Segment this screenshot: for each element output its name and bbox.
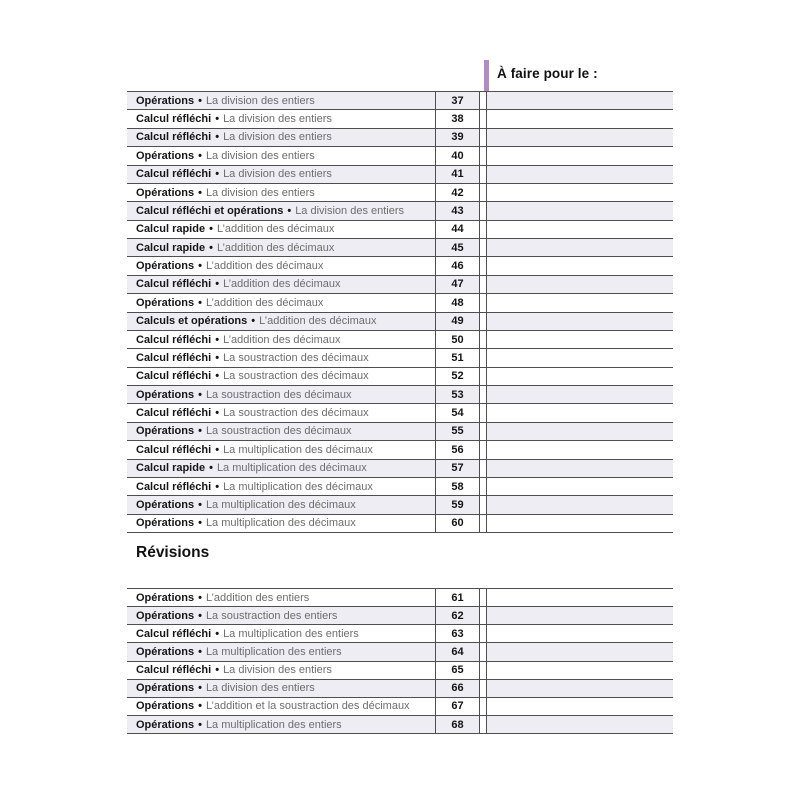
row-title-cell bbox=[127, 478, 435, 495]
row-category-label: Opérations bbox=[136, 609, 195, 622]
table-row bbox=[127, 348, 673, 366]
table-row bbox=[127, 514, 673, 532]
table-row bbox=[127, 422, 673, 440]
row-category-label: Calcul rapide bbox=[136, 241, 206, 254]
page-number: 55 bbox=[435, 423, 480, 440]
bullet-separator: • bbox=[198, 94, 202, 107]
table-row bbox=[127, 146, 673, 164]
table-row bbox=[127, 91, 673, 109]
row-title-cell bbox=[127, 349, 435, 366]
date-fill-in-cell bbox=[486, 368, 673, 385]
row-category-label: Calcul réfléchi bbox=[136, 278, 212, 291]
table-row bbox=[127, 642, 673, 660]
table-row bbox=[127, 109, 673, 127]
row-category-label: Calcul réfléchi bbox=[136, 168, 212, 181]
accent-bar bbox=[484, 60, 489, 91]
row-topic-label: La multiplication des décimaux bbox=[216, 462, 367, 475]
row-category-label: Opérations bbox=[136, 425, 195, 438]
date-fill-in-cell bbox=[486, 643, 673, 660]
revisions-heading: Révisions bbox=[136, 544, 210, 561]
table-row bbox=[127, 312, 673, 330]
row-title-cell bbox=[127, 294, 435, 311]
row-topic-label: La division des entiers bbox=[205, 94, 315, 107]
bullet-separator: • bbox=[215, 407, 220, 420]
bullet-separator: • bbox=[198, 186, 202, 199]
bullet-separator: • bbox=[198, 388, 202, 401]
table-row bbox=[127, 606, 673, 624]
row-topic-label: La division des entiers bbox=[223, 664, 332, 677]
row-topic-label: La multiplication des décimaux bbox=[223, 443, 373, 456]
table-row bbox=[127, 440, 673, 458]
row-topic-label: La division des entiers bbox=[223, 168, 332, 181]
date-fill-in-cell bbox=[486, 166, 673, 183]
row-category-label: Calcul réfléchi bbox=[136, 443, 212, 456]
row-title-cell bbox=[127, 368, 435, 385]
bullet-separator: • bbox=[209, 462, 213, 475]
page-number: 65 bbox=[435, 662, 480, 679]
row-title-cell bbox=[127, 166, 435, 183]
row-title-cell bbox=[127, 239, 435, 256]
row-title-cell bbox=[127, 92, 435, 109]
page-number: 53 bbox=[435, 386, 480, 403]
bullet-separator: • bbox=[198, 609, 202, 622]
page-number: 56 bbox=[435, 441, 480, 458]
row-category-label: Opérations bbox=[136, 718, 195, 731]
table-row bbox=[127, 588, 673, 606]
row-title-cell bbox=[127, 460, 435, 477]
row-category-label: Calcul réfléchi bbox=[136, 113, 212, 126]
row-topic-label: La multiplication des décimaux bbox=[223, 480, 373, 493]
row-category-label: Calcul réfléchi bbox=[136, 480, 212, 493]
date-fill-in-cell bbox=[486, 239, 673, 256]
row-topic-label: La multiplication des décimaux bbox=[205, 498, 356, 511]
date-fill-in-cell bbox=[486, 110, 673, 127]
row-category-label: Opérations bbox=[136, 94, 195, 107]
bullet-separator: • bbox=[198, 149, 202, 162]
bullet-separator: • bbox=[198, 591, 202, 604]
row-topic-label: La soustraction des décimaux bbox=[205, 388, 352, 401]
bullet-separator: • bbox=[209, 241, 213, 254]
row-category-label: Opérations bbox=[136, 186, 195, 199]
page-number: 51 bbox=[435, 349, 480, 366]
page-number: 37 bbox=[435, 92, 480, 109]
date-fill-in-cell bbox=[486, 441, 673, 458]
bullet-separator: • bbox=[287, 204, 292, 217]
page-number: 54 bbox=[435, 404, 480, 421]
table-row bbox=[127, 256, 673, 274]
row-topic-label: La soustraction des décimaux bbox=[223, 351, 369, 364]
bullet-separator: • bbox=[209, 223, 213, 236]
row-category-label: Opérations bbox=[136, 149, 195, 162]
page-number: 41 bbox=[435, 166, 480, 183]
page-number: 63 bbox=[435, 625, 480, 642]
row-topic-label: La soustraction des entiers bbox=[205, 609, 338, 622]
row-topic-label: La division des entiers bbox=[223, 131, 332, 144]
row-topic-label: L’addition et la soustraction des décimaux bbox=[205, 700, 410, 713]
date-fill-in-cell bbox=[486, 625, 673, 642]
row-topic-label: La multiplication des décimaux bbox=[205, 517, 356, 530]
date-fill-in-cell bbox=[486, 313, 673, 330]
row-title-cell bbox=[127, 221, 435, 238]
page-number: 42 bbox=[435, 184, 480, 201]
row-title-cell bbox=[127, 607, 435, 624]
bullet-separator: • bbox=[215, 333, 220, 346]
row-topic-label: La soustraction des décimaux bbox=[223, 407, 369, 420]
page-number: 44 bbox=[435, 221, 480, 238]
date-fill-in-cell bbox=[486, 147, 673, 164]
contents-table-revisions bbox=[127, 588, 673, 734]
table-row bbox=[127, 624, 673, 642]
row-category-label: Opérations bbox=[136, 645, 195, 658]
page-number: 47 bbox=[435, 276, 480, 293]
row-title-cell bbox=[127, 423, 435, 440]
table-row bbox=[127, 330, 673, 348]
row-category-label: Opérations bbox=[136, 388, 195, 401]
row-category-label: Calcul réfléchi bbox=[136, 370, 212, 383]
bullet-separator: • bbox=[251, 315, 256, 328]
contents-table-main bbox=[127, 91, 673, 533]
row-title-cell bbox=[127, 110, 435, 127]
row-topic-label: L’addition des décimaux bbox=[205, 260, 324, 273]
date-fill-in-cell bbox=[486, 349, 673, 366]
row-title-cell bbox=[127, 441, 435, 458]
row-topic-label: La division des entiers bbox=[205, 186, 315, 199]
page-number: 68 bbox=[435, 716, 480, 733]
row-title-cell bbox=[127, 313, 435, 330]
row-topic-label: L’addition des décimaux bbox=[223, 333, 341, 346]
row-category-label: Opérations bbox=[136, 296, 195, 309]
page-number: 64 bbox=[435, 643, 480, 660]
page-number: 66 bbox=[435, 680, 480, 697]
row-topic-label: L’addition des décimaux bbox=[216, 241, 335, 254]
table-row bbox=[127, 679, 673, 697]
row-category-label: Calcul réfléchi bbox=[136, 664, 212, 677]
page-number: 40 bbox=[435, 147, 480, 164]
row-category-label: Calcul réfléchi et opérations bbox=[136, 204, 284, 217]
date-fill-in-cell bbox=[486, 496, 673, 513]
date-fill-in-cell bbox=[486, 515, 673, 532]
row-category-label: Opérations bbox=[136, 700, 195, 713]
date-fill-in-cell bbox=[486, 662, 673, 679]
date-fill-in-cell bbox=[486, 423, 673, 440]
date-fill-in-cell bbox=[486, 478, 673, 495]
bullet-separator: • bbox=[215, 113, 220, 126]
row-title-cell bbox=[127, 129, 435, 146]
bullet-separator: • bbox=[198, 260, 202, 273]
bullet-separator: • bbox=[215, 370, 220, 383]
row-topic-label: L’addition des décimaux bbox=[205, 296, 324, 309]
table-row bbox=[127, 403, 673, 421]
row-category-label: Opérations bbox=[136, 517, 195, 530]
todo-column-header: À faire pour le : bbox=[497, 66, 598, 81]
date-fill-in-cell bbox=[486, 716, 673, 733]
page-number: 46 bbox=[435, 257, 480, 274]
table-row bbox=[127, 385, 673, 403]
bullet-separator: • bbox=[215, 278, 220, 291]
table-row bbox=[127, 697, 673, 715]
date-fill-in-cell bbox=[486, 589, 673, 606]
row-title-cell bbox=[127, 643, 435, 660]
date-fill-in-cell bbox=[486, 680, 673, 697]
table-row bbox=[127, 238, 673, 256]
page-number: 60 bbox=[435, 515, 480, 532]
row-title-cell bbox=[127, 257, 435, 274]
row-topic-label: L’addition des entiers bbox=[205, 591, 310, 604]
row-title-cell bbox=[127, 589, 435, 606]
bullet-separator: • bbox=[215, 351, 220, 364]
table-row bbox=[127, 367, 673, 385]
bullet-separator: • bbox=[198, 700, 202, 713]
date-fill-in-cell bbox=[486, 129, 673, 146]
date-fill-in-cell bbox=[486, 404, 673, 421]
page-number: 52 bbox=[435, 368, 480, 385]
date-fill-in-cell bbox=[486, 386, 673, 403]
row-topic-label: La multiplication des entiers bbox=[205, 645, 342, 658]
date-fill-in-cell bbox=[486, 607, 673, 624]
date-fill-in-cell bbox=[486, 294, 673, 311]
row-title-cell bbox=[127, 716, 435, 733]
page-number: 39 bbox=[435, 129, 480, 146]
bullet-separator: • bbox=[198, 296, 202, 309]
row-category-label: Opérations bbox=[136, 682, 195, 695]
table-row bbox=[127, 165, 673, 183]
row-topic-label: La multiplication des entiers bbox=[223, 627, 359, 640]
date-fill-in-cell bbox=[486, 184, 673, 201]
date-fill-in-cell bbox=[486, 257, 673, 274]
row-title-cell bbox=[127, 276, 435, 293]
row-topic-label: L’addition des décimaux bbox=[216, 223, 335, 236]
row-category-label: Calcul rapide bbox=[136, 223, 206, 236]
page-number: 43 bbox=[435, 202, 480, 219]
row-title-cell bbox=[127, 331, 435, 348]
table-row bbox=[127, 459, 673, 477]
bullet-separator: • bbox=[198, 645, 202, 658]
bullet-separator: • bbox=[215, 443, 220, 456]
row-topic-label: La soustraction des décimaux bbox=[223, 370, 369, 383]
row-title-cell bbox=[127, 404, 435, 421]
page-number: 59 bbox=[435, 496, 480, 513]
row-topic-label: L’addition des décimaux bbox=[223, 278, 341, 291]
bullet-separator: • bbox=[215, 131, 220, 144]
row-category-label: Calcul réfléchi bbox=[136, 407, 212, 420]
date-fill-in-cell bbox=[486, 460, 673, 477]
table-row bbox=[127, 715, 673, 733]
page-number: 45 bbox=[435, 239, 480, 256]
date-fill-in-cell bbox=[486, 202, 673, 219]
row-title-cell bbox=[127, 698, 435, 715]
date-fill-in-cell bbox=[486, 92, 673, 109]
row-topic-label: La division des entiers bbox=[295, 204, 405, 217]
table-row bbox=[127, 128, 673, 146]
row-topic-label: La division des entiers bbox=[223, 113, 332, 126]
row-category-label: Calcul rapide bbox=[136, 462, 206, 475]
page-number: 62 bbox=[435, 607, 480, 624]
row-category-label: Calcul réfléchi bbox=[136, 333, 212, 346]
row-category-label: Calcul réfléchi bbox=[136, 351, 212, 364]
bullet-separator: • bbox=[215, 480, 220, 493]
page-number: 48 bbox=[435, 294, 480, 311]
row-title-cell bbox=[127, 184, 435, 201]
table-row bbox=[127, 661, 673, 679]
row-category-label: Calcul réfléchi bbox=[136, 627, 212, 640]
row-title-cell bbox=[127, 680, 435, 697]
row-category-label: Calculs et opérations bbox=[136, 315, 248, 328]
row-title-cell bbox=[127, 386, 435, 403]
bullet-separator: • bbox=[198, 517, 202, 530]
date-fill-in-cell bbox=[486, 331, 673, 348]
date-fill-in-cell bbox=[486, 221, 673, 238]
bullet-separator: • bbox=[215, 664, 220, 677]
page-number: 49 bbox=[435, 313, 480, 330]
row-topic-label: La division des entiers bbox=[205, 682, 315, 695]
row-category-label: Opérations bbox=[136, 591, 195, 604]
row-title-cell bbox=[127, 625, 435, 642]
page-number: 38 bbox=[435, 110, 480, 127]
page-number: 61 bbox=[435, 589, 480, 606]
table-row bbox=[127, 183, 673, 201]
page-number: 50 bbox=[435, 331, 480, 348]
bullet-separator: • bbox=[198, 682, 202, 695]
date-fill-in-cell bbox=[486, 698, 673, 715]
table-row bbox=[127, 201, 673, 219]
row-title-cell bbox=[127, 515, 435, 532]
table-row bbox=[127, 275, 673, 293]
bullet-separator: • bbox=[215, 627, 220, 640]
bullet-separator: • bbox=[198, 425, 202, 438]
row-category-label: Calcul réfléchi bbox=[136, 131, 212, 144]
bullet-separator: • bbox=[198, 498, 202, 511]
row-topic-label: L’addition des décimaux bbox=[259, 315, 377, 328]
row-category-label: Opérations bbox=[136, 498, 195, 511]
row-title-cell bbox=[127, 662, 435, 679]
table-row bbox=[127, 293, 673, 311]
date-fill-in-cell bbox=[486, 276, 673, 293]
row-title-cell bbox=[127, 147, 435, 164]
row-topic-label: La multiplication des entiers bbox=[205, 718, 342, 731]
row-title-cell bbox=[127, 496, 435, 513]
row-topic-label: La soustraction des décimaux bbox=[205, 425, 352, 438]
table-row bbox=[127, 477, 673, 495]
row-title-cell bbox=[127, 202, 435, 219]
page-number: 67 bbox=[435, 698, 480, 715]
row-category-label: Opérations bbox=[136, 260, 195, 273]
table-row bbox=[127, 220, 673, 238]
row-topic-label: La division des entiers bbox=[205, 149, 315, 162]
bullet-separator: • bbox=[215, 168, 220, 181]
table-row bbox=[127, 495, 673, 513]
bullet-separator: • bbox=[198, 718, 202, 731]
page-number: 57 bbox=[435, 460, 480, 477]
page-number: 58 bbox=[435, 478, 480, 495]
